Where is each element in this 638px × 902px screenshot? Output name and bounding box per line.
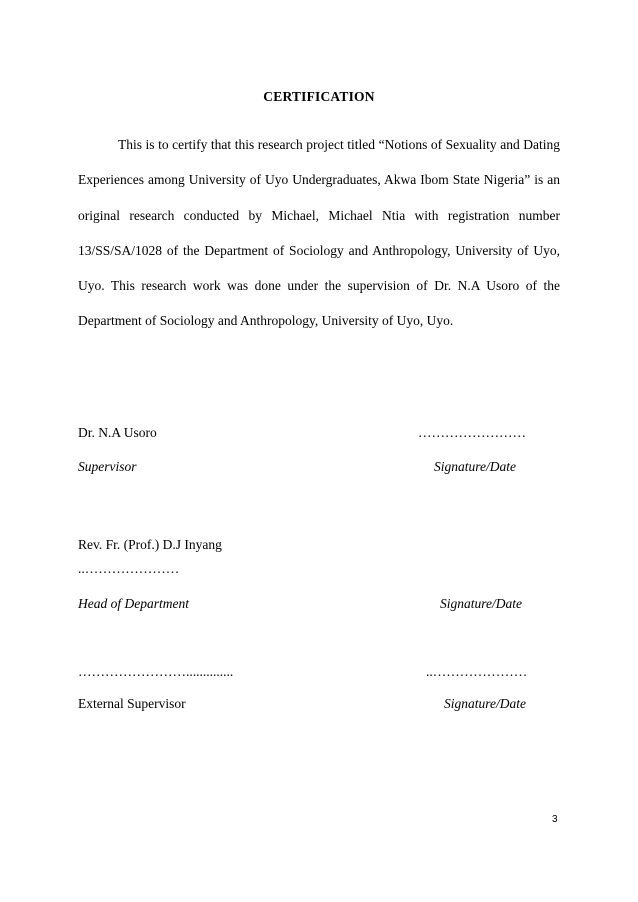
certification-paragraph: This is to certify that this research project titled “Notions of Sexuality and Dating Experiences among University of Uyo Undergraduates, Akwa Ibom State Nigeria” is an original research conducted by Michael, Michael Ntia with registration number 13/SS/SA/1028 of the Department of Sociology and Anthropology, University of Uyo, Uyo. This research work was done under the supervision of Dr. N.A Usoro of the Department of Sociology and Anthropology, University of Uyo, Uyo. bbox=[78, 137, 560, 329]
external-signature-line: ..………………… bbox=[426, 664, 528, 679]
supervisor-signature-label: Signature/Date bbox=[434, 459, 516, 474]
hod-name: Rev. Fr. (Prof.) D.J Inyang bbox=[78, 537, 222, 552]
hod-signature-line: ..………………… bbox=[78, 561, 180, 576]
hod-signature-label: Signature/Date bbox=[440, 596, 522, 611]
external-signature-label: Signature/Date bbox=[444, 696, 526, 711]
supervisor-role: Supervisor bbox=[78, 459, 137, 474]
hod-role: Head of Department bbox=[78, 596, 189, 611]
certification-title: CERTIFICATION bbox=[263, 89, 375, 104]
external-supervisor-name-line: …………………….............. bbox=[78, 664, 234, 679]
page-number: 3 bbox=[552, 814, 558, 825]
supervisor-name: Dr. N.A Usoro bbox=[78, 425, 157, 440]
external-supervisor-role: External Supervisor bbox=[78, 696, 186, 711]
supervisor-signature-line: …………………… bbox=[418, 425, 526, 440]
